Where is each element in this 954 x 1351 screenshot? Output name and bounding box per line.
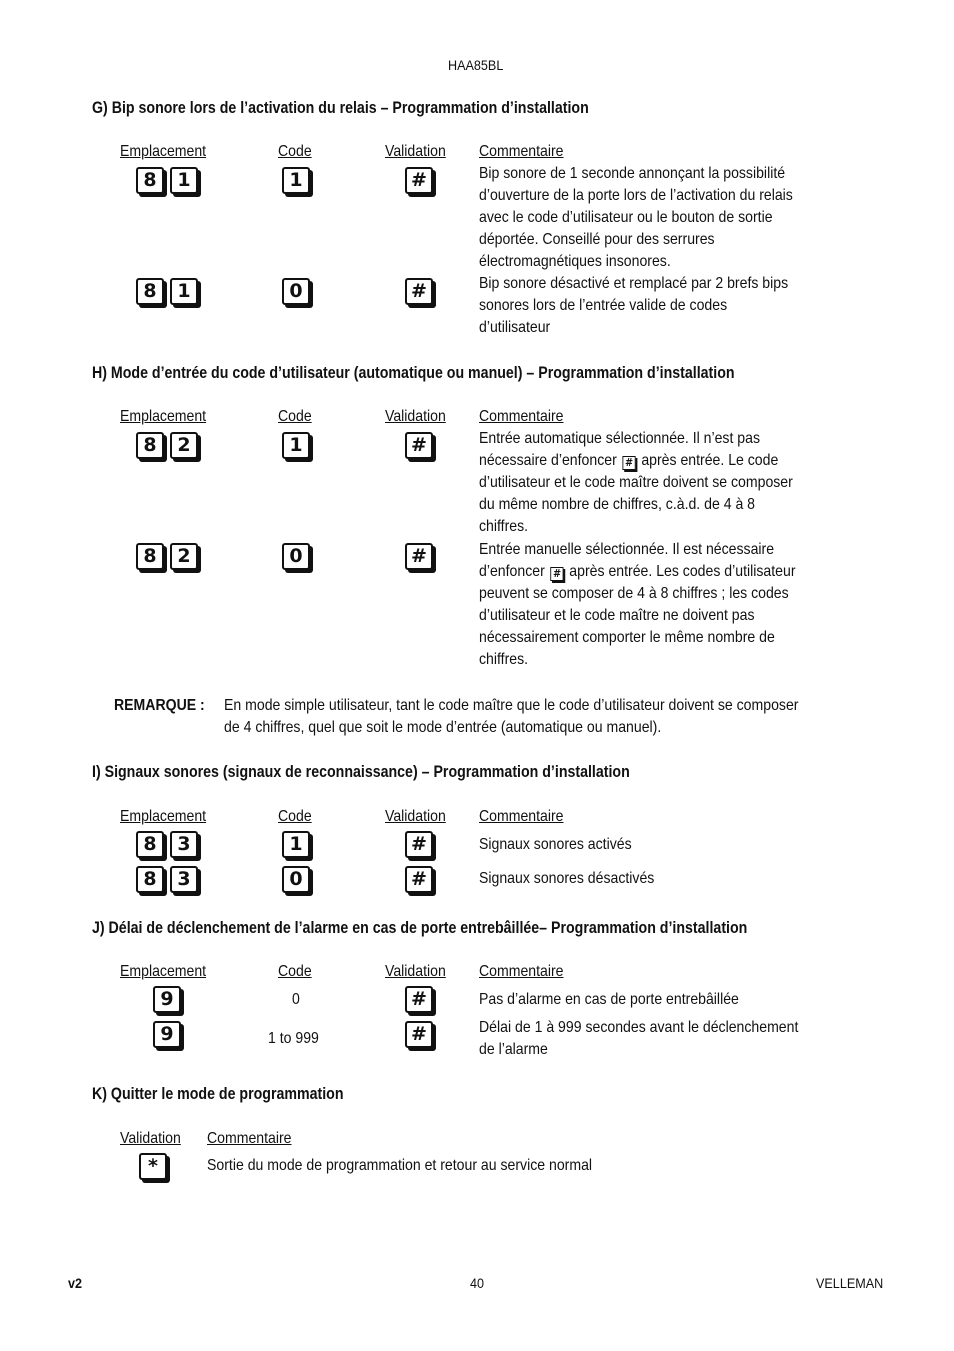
keypad-key-8: 8 — [136, 432, 164, 459]
keypad-key-8: 8 — [136, 278, 164, 305]
keypad-key-code: 0 — [282, 866, 310, 893]
footer-version: v2 — [68, 1275, 83, 1291]
code-value: 1 to 999 — [268, 1030, 319, 1047]
column-header-location: Emplacement — [120, 143, 207, 160]
column-header-validation: Validation — [385, 808, 446, 825]
section-j-title: J) Délai de déclenchement de l’alarme en cas de porte entrebâillée– Programmation d’installation — [92, 919, 748, 937]
section-k-title: K) Quitter le mode de programmation — [92, 1085, 344, 1103]
keypad-key-8: 8 — [136, 866, 164, 893]
keypad-key-code: 0 — [282, 278, 310, 305]
footer-page-number: 40 — [470, 1275, 485, 1291]
comment-text: Pas d’alarme en cas de porte entrebâillée — [479, 991, 739, 1008]
keypad-key-code: 1 — [282, 831, 310, 858]
section-i-title: I) Signaux sonores (signaux de reconnaissance) – Programmation d’installation — [92, 763, 630, 781]
comment-text: Délai de 1 à 999 secondes avant le déclenchement de l’alarme — [479, 1019, 799, 1058]
column-header-validation: Validation — [385, 408, 446, 425]
comment-text: Bip sonore de 1 seconde annonçant la possibilité d’ouverture de la porte lors de l’activation du relais avec le code d’utilisateur ou le bouton de sortie déportée. Conseillé pour des serrures électromagnétiques insonores. — [479, 165, 793, 270]
comment-text: Sortie du mode de programmation et retour au service normal — [207, 1157, 593, 1174]
column-header-comment: Commentaire — [479, 143, 564, 160]
keypad-key-code: 1 — [282, 167, 310, 194]
column-header-location: Emplacement — [120, 408, 207, 425]
column-header-validation: Validation — [385, 143, 446, 160]
column-header-comment: Commentaire — [207, 1130, 292, 1147]
hash-key-icon: # — [622, 456, 635, 470]
column-header-comment: Commentaire — [479, 408, 564, 425]
comment-text: Signaux sonores désactivés — [479, 870, 655, 887]
footer-brand: VELLEMAN — [816, 1275, 884, 1291]
comment-text: Bip sonore désactivé et remplacé par 2 brefs bips sonores lors de l’entrée valide de codes d’utilisateur — [479, 275, 789, 336]
keypad-key-2: 2 — [170, 543, 198, 570]
keypad-key-9: 9 — [153, 1021, 181, 1048]
keypad-key-1: 1 — [170, 167, 198, 194]
section-h-title: H) Mode d’entrée du code d’utilisateur (automatique ou manuel) – Programmation d’installation — [92, 364, 735, 382]
keypad-key-8: 8 — [136, 831, 164, 858]
keypad-key-code: 1 — [282, 432, 310, 459]
column-header-code: Code — [278, 408, 312, 425]
keypad-key-3: 3 — [170, 866, 198, 893]
keypad-key-hash: # — [405, 432, 433, 459]
code-value: 0 — [292, 991, 300, 1008]
comment-text: Signaux sonores activés — [479, 836, 632, 853]
keypad-key-1: 1 — [170, 278, 198, 305]
comment-text: Entrée automatique sélectionnée. Il n’est pas nécessaire d’enfoncer # après entrée. Le code d’utilisateur et le code maître doivent se composer du même nombre de chiffres, c.à.d. de 4 à 8 chiffres. — [479, 430, 793, 535]
keypad-key-hash: # — [405, 167, 433, 194]
keypad-key-hash: # — [405, 543, 433, 570]
keypad-key-2: 2 — [170, 432, 198, 459]
column-header-comment: Commentaire — [479, 963, 564, 980]
keypad-key-8: 8 — [136, 167, 164, 194]
keypad-key-3: 3 — [170, 831, 198, 858]
keypad-key-hash: # — [405, 866, 433, 893]
column-header-code: Code — [278, 963, 312, 980]
keypad-key-8: 8 — [136, 543, 164, 570]
keypad-key-hash: # — [405, 278, 433, 305]
document-model: HAA85BL — [448, 57, 504, 73]
column-header-comment: Commentaire — [479, 808, 564, 825]
keypad-key-9: 9 — [153, 986, 181, 1013]
column-header-validation: Validation — [120, 1130, 181, 1147]
column-header-code: Code — [278, 143, 312, 160]
keypad-key-hash: # — [405, 986, 433, 1013]
keypad-key-hash: # — [405, 831, 433, 858]
column-header-location: Emplacement — [120, 963, 207, 980]
column-header-location: Emplacement — [120, 808, 207, 825]
column-header-code: Code — [278, 808, 312, 825]
keypad-key-star: * — [139, 1153, 167, 1180]
section-g-title: G) Bip sonore lors de l’activation du relais – Programmation d’installation — [92, 99, 589, 117]
comment-text: Entrée manuelle sélectionnée. Il est nécessaire d’enfoncer # après entrée. Les codes d’utilisateur peuvent se composer de 4 à 8 chiffres ; les codes d’utilisateur et le code maître ne doivent pas nécessairement comporter le même nombre de chiffres. — [479, 541, 796, 668]
remark-text: En mode simple utilisateur, tant le code maître que le code d’utilisateur doivent se composer de 4 chiffres, quel que soit le mode d’entrée (automatique ou manuel). — [224, 697, 799, 736]
keypad-key-hash: # — [405, 1021, 433, 1048]
hash-key-icon: # — [550, 567, 563, 581]
column-header-validation: Validation — [385, 963, 446, 980]
keypad-key-code: 0 — [282, 543, 310, 570]
remark-label: REMARQUE : — [114, 697, 205, 714]
